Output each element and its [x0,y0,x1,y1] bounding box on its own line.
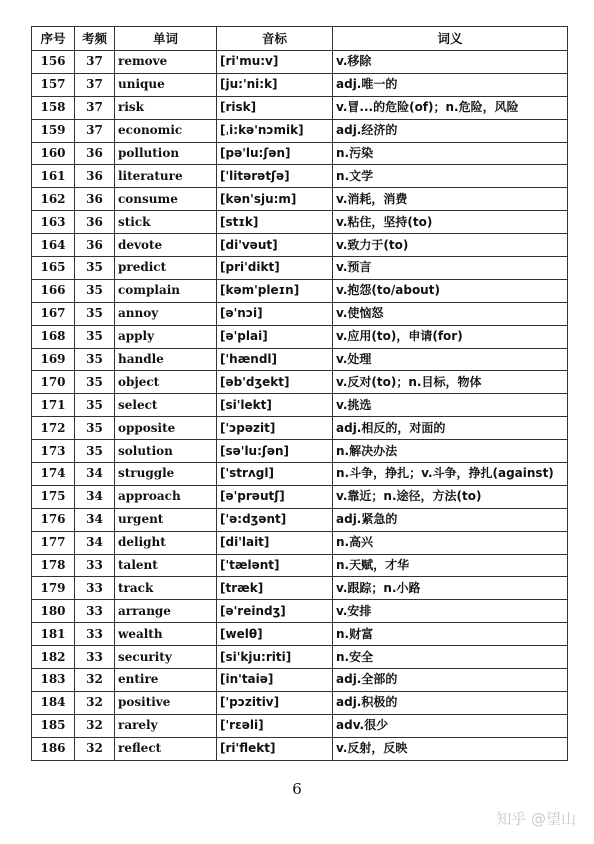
row-frequency: 34 [75,508,115,531]
row-meaning: v.冒...的危险(of)；n.危险，风险 [333,96,568,119]
row-meaning: v.处理 [333,348,568,371]
row-meaning: v.反射，反映 [333,737,568,760]
row-index: 181 [32,623,75,646]
row-word: unique [115,73,217,96]
table-row [32,600,568,623]
row-index: 164 [32,234,75,257]
table-row [32,440,568,463]
row-meaning: v.抱怨(to/about) [333,279,568,302]
row-meaning: v.应用(to)，申请(for) [333,325,568,348]
row-index: 172 [32,417,75,440]
row-phonetic: [ə'plai] [217,325,333,348]
row-frequency: 35 [75,279,115,302]
row-phonetic: [əb'dʒekt] [217,371,333,394]
row-frequency: 36 [75,234,115,257]
row-frequency: 33 [75,623,115,646]
row-meaning: adj.积极的 [333,691,568,714]
row-word: urgent [115,508,217,531]
row-phonetic: ['pɔzitiv] [217,691,333,714]
row-phonetic: [pri'dikt] [217,257,333,280]
row-meaning: adv.很少 [333,714,568,737]
row-meaning: v.致力于(to) [333,234,568,257]
row-word: consume [115,188,217,211]
row-word: complain [115,279,217,302]
row-index: 174 [32,463,75,486]
row-meaning: v.靠近；n.途径，方法(to) [333,485,568,508]
row-frequency: 36 [75,188,115,211]
row-meaning: n.斗争，挣扎；v.斗争，挣扎(against) [333,463,568,486]
row-frequency: 35 [75,440,115,463]
row-index: 180 [32,600,75,623]
row-meaning: n.污染 [333,142,568,165]
row-index: 161 [32,165,75,188]
row-frequency: 33 [75,600,115,623]
row-word: positive [115,691,217,714]
row-frequency: 36 [75,142,115,165]
table-row [32,96,568,119]
row-index: 175 [32,485,75,508]
row-index: 182 [32,646,75,669]
row-word: track [115,577,217,600]
row-frequency: 35 [75,371,115,394]
header-frequency: 考频 [75,27,115,51]
table-row [32,73,568,96]
row-index: 171 [32,394,75,417]
row-frequency: 35 [75,257,115,280]
row-phonetic: [ri'mu:v] [217,51,333,74]
header-meaning: 词义 [333,27,568,51]
row-frequency: 34 [75,463,115,486]
row-meaning: adj.相反的，对面的 [333,417,568,440]
table-row [32,165,568,188]
row-frequency: 37 [75,73,115,96]
row-phonetic: ['ɔpəzit] [217,417,333,440]
row-phonetic: [ri'flekt] [217,737,333,760]
row-frequency: 37 [75,51,115,74]
row-index: 157 [32,73,75,96]
row-phonetic: ['tælənt] [217,554,333,577]
row-frequency: 35 [75,348,115,371]
row-index: 160 [32,142,75,165]
row-word: handle [115,348,217,371]
table-row [32,623,568,646]
row-phonetic: ['rɛəli] [217,714,333,737]
table-row [32,348,568,371]
table-row [32,302,568,325]
row-word: literature [115,165,217,188]
row-index: 173 [32,440,75,463]
table-row [32,737,568,760]
row-frequency: 34 [75,531,115,554]
header-word: 单词 [115,27,217,51]
row-index: 169 [32,348,75,371]
row-index: 162 [32,188,75,211]
row-index: 185 [32,714,75,737]
table-row [32,119,568,142]
row-phonetic: [si'lekt] [217,394,333,417]
row-meaning: v.消耗，消费 [333,188,568,211]
row-phonetic: [kəm'pleɪn] [217,279,333,302]
table-row [32,257,568,280]
table-row [32,577,568,600]
row-index: 168 [32,325,75,348]
row-word: entire [115,669,217,692]
row-word: rarely [115,714,217,737]
table-row [32,417,568,440]
row-index: 170 [32,371,75,394]
row-frequency: 36 [75,165,115,188]
table-row [32,463,568,486]
row-frequency: 33 [75,577,115,600]
table-row [32,508,568,531]
row-word: approach [115,485,217,508]
table-row [32,691,568,714]
row-meaning: n.财富 [333,623,568,646]
row-frequency: 35 [75,325,115,348]
table-row [32,371,568,394]
row-word: economic [115,119,217,142]
row-frequency: 35 [75,394,115,417]
row-phonetic: [ə'reindʒ] [217,600,333,623]
table-row [32,554,568,577]
vocabulary-table [31,26,568,761]
row-index: 184 [32,691,75,714]
row-meaning: v.使恼怒 [333,302,568,325]
row-frequency: 35 [75,417,115,440]
row-word: devote [115,234,217,257]
table-header-row [32,27,568,51]
row-meaning: v.安排 [333,600,568,623]
row-phonetic: [træk] [217,577,333,600]
table-row [32,646,568,669]
table-row [32,669,568,692]
row-meaning: n.天赋，才华 [333,554,568,577]
row-phonetic: [si'kju:riti] [217,646,333,669]
row-phonetic: [pə'lu:ʃən] [217,142,333,165]
header-phonetic: 音标 [217,27,333,51]
row-word: apply [115,325,217,348]
row-phonetic: [kən'sju:m] [217,188,333,211]
row-index: 158 [32,96,75,119]
row-word: talent [115,554,217,577]
row-frequency: 37 [75,96,115,119]
row-meaning: adj.经济的 [333,119,568,142]
row-index: 178 [32,554,75,577]
header-index: 序号 [32,27,75,51]
row-frequency: 34 [75,485,115,508]
row-phonetic: [ju:'ni:k] [217,73,333,96]
row-phonetic: ['strʌgl] [217,463,333,486]
row-word: remove [115,51,217,74]
row-meaning: n.安全 [333,646,568,669]
row-word: risk [115,96,217,119]
row-meaning: adj.唯一的 [333,73,568,96]
row-phonetic: ['ə:dʒənt] [217,508,333,531]
row-phonetic: [welθ] [217,623,333,646]
row-index: 166 [32,279,75,302]
row-word: pollution [115,142,217,165]
row-meaning: n.文学 [333,165,568,188]
table-row [32,325,568,348]
table-row [32,485,568,508]
watermark-text: 知乎 @望山 [496,810,576,828]
row-frequency: 36 [75,211,115,234]
row-word: arrange [115,600,217,623]
row-phonetic: [in'taiə] [217,669,333,692]
row-meaning: v.反对(to)；n.目标，物体 [333,371,568,394]
row-phonetic: [ə'nɔi] [217,302,333,325]
table-row [32,234,568,257]
row-meaning: n.高兴 [333,531,568,554]
row-phonetic: [di'lait] [217,531,333,554]
row-frequency: 37 [75,119,115,142]
row-index: 179 [32,577,75,600]
row-index: 183 [32,669,75,692]
row-index: 163 [32,211,75,234]
row-frequency: 32 [75,737,115,760]
table-row [32,714,568,737]
table-row [32,394,568,417]
row-index: 167 [32,302,75,325]
row-meaning: v.挑选 [333,394,568,417]
row-phonetic: [risk] [217,96,333,119]
table-row [32,279,568,302]
row-word: security [115,646,217,669]
row-index: 165 [32,257,75,280]
row-meaning: n.解决办法 [333,440,568,463]
row-index: 156 [32,51,75,74]
row-meaning: v.粘住，坚持(to) [333,211,568,234]
row-phonetic: ['hændl] [217,348,333,371]
row-word: object [115,371,217,394]
row-frequency: 32 [75,691,115,714]
row-word: predict [115,257,217,280]
row-meaning: v.预言 [333,257,568,280]
table-row [32,51,568,74]
row-frequency: 32 [75,714,115,737]
row-phonetic: [sə'lu:ʃən] [217,440,333,463]
row-frequency: 35 [75,302,115,325]
row-word: solution [115,440,217,463]
row-meaning: adj.紧急的 [333,508,568,531]
row-word: select [115,394,217,417]
row-frequency: 32 [75,669,115,692]
row-frequency: 33 [75,554,115,577]
row-phonetic: ['litərətʃə] [217,165,333,188]
table-row [32,188,568,211]
row-meaning: v.移除 [333,51,568,74]
row-word: annoy [115,302,217,325]
row-index: 186 [32,737,75,760]
row-frequency: 33 [75,646,115,669]
row-word: opposite [115,417,217,440]
row-index: 177 [32,531,75,554]
row-meaning: adj.全部的 [333,669,568,692]
row-phonetic: [ˌi:kə'nɔmik] [217,119,333,142]
row-word: struggle [115,463,217,486]
row-phonetic: [di'vəut] [217,234,333,257]
row-word: wealth [115,623,217,646]
row-index: 159 [32,119,75,142]
table-row [32,531,568,554]
row-word: reflect [115,737,217,760]
row-phonetic: [ə'prəutʃ] [217,485,333,508]
row-word: stick [115,211,217,234]
row-phonetic: [stɪk] [217,211,333,234]
table-row [32,142,568,165]
table-row [32,211,568,234]
row-meaning: v.跟踪；n.小路 [333,577,568,600]
row-word: delight [115,531,217,554]
row-index: 176 [32,508,75,531]
page-number: 6 [292,780,302,798]
